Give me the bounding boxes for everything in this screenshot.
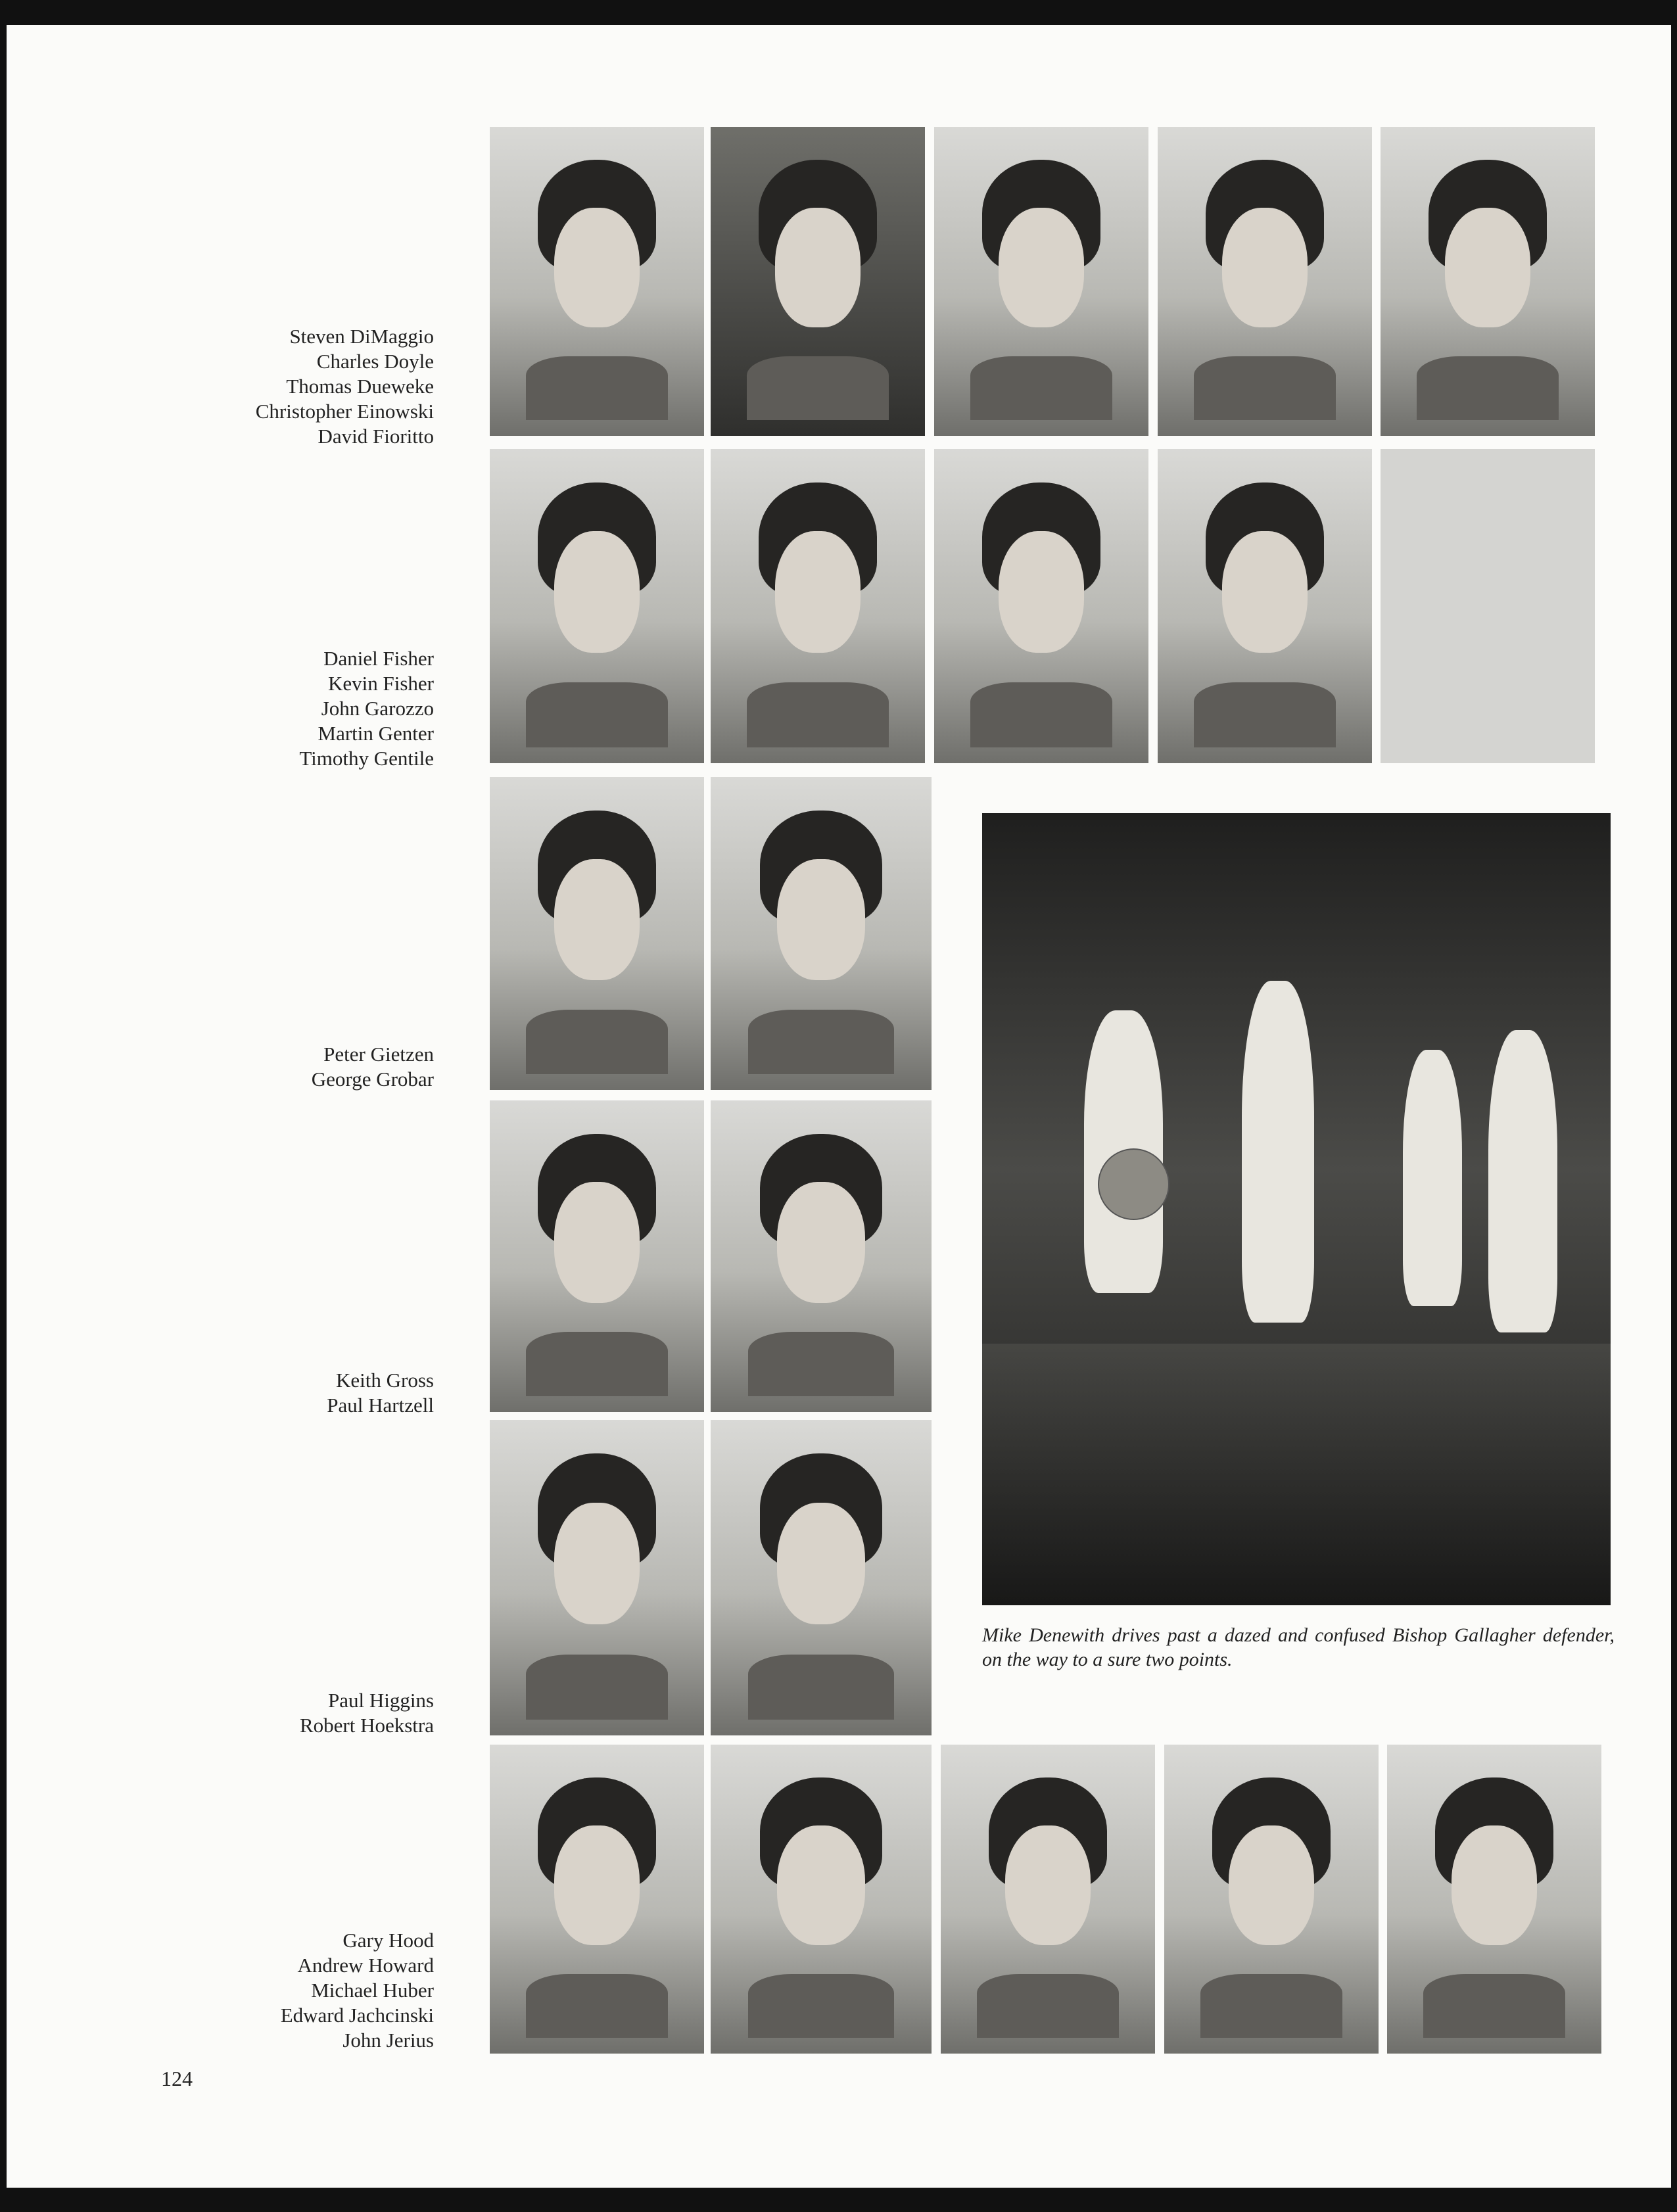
photo-caption: Mike Denewith drives past a dazed and confused Bishop Gallagher defender, on the way to a sure two points. <box>982 1624 1615 1670</box>
student-portrait <box>490 1420 704 1735</box>
student-portrait <box>711 777 932 1090</box>
student-name: Martin Genter <box>318 722 434 745</box>
student-name: Thomas Dueweke <box>286 375 434 398</box>
name-list-row-3 <box>312 1042 434 1092</box>
student-portrait <box>1164 1745 1379 2054</box>
student-name: Robert Hoekstra <box>299 1714 434 1737</box>
student-portrait <box>490 1745 704 2054</box>
student-portrait <box>490 127 704 436</box>
student-name: John Garozzo <box>321 697 434 720</box>
student-name: Peter Gietzen <box>323 1043 434 1066</box>
basketball-player-figure <box>1403 1050 1462 1306</box>
student-name: Gary Hood <box>342 1929 434 1952</box>
yearbook-page <box>7 25 1671 2188</box>
name-list-row-5 <box>300 1688 434 1738</box>
student-portrait <box>934 127 1148 436</box>
basketball <box>1098 1148 1169 1220</box>
student-name: Christopher Einowski <box>255 400 434 423</box>
student-name: John Jerius <box>342 2029 434 2052</box>
empty-portrait-box <box>1381 449 1595 763</box>
student-name: Keith Gross <box>336 1369 434 1392</box>
student-portrait <box>941 1745 1155 2054</box>
student-name: Timothy Gentile <box>299 747 434 770</box>
student-name: Michael Huber <box>311 1979 434 2002</box>
student-portrait <box>490 449 704 763</box>
basketball-game-photo <box>982 813 1611 1605</box>
student-name: Paul Hartzell <box>327 1394 434 1417</box>
student-name: George Grobar <box>311 1068 434 1091</box>
basketball-player-figure <box>1488 1030 1557 1332</box>
page-number: 124 <box>161 2067 193 2090</box>
student-portrait <box>711 1100 932 1412</box>
student-name: Daniel Fisher <box>323 647 434 670</box>
student-name: Steven DiMaggio <box>289 325 434 348</box>
student-name: Charles Doyle <box>316 350 434 373</box>
student-portrait <box>490 1100 704 1412</box>
student-name: Andrew Howard <box>297 1954 434 1977</box>
student-portrait <box>711 449 925 763</box>
student-portrait <box>490 777 704 1090</box>
student-name: Edward Jachcinski <box>280 2004 434 2027</box>
name-list-row-1 <box>256 324 434 449</box>
student-portrait <box>1158 127 1372 436</box>
name-list-row-2 <box>299 646 434 771</box>
student-portrait <box>1158 449 1372 763</box>
name-list-row-6 <box>281 1928 434 2053</box>
student-name: Kevin Fisher <box>327 672 434 695</box>
name-list-row-4 <box>327 1368 434 1418</box>
student-portrait <box>1387 1745 1601 2054</box>
student-portrait <box>1381 127 1595 436</box>
student-portrait <box>711 1420 932 1735</box>
student-portrait <box>711 1745 932 2054</box>
basketball-player-figure <box>1242 981 1314 1323</box>
student-name: Paul Higgins <box>327 1689 434 1712</box>
gym-floor-reflection <box>982 1344 1611 1605</box>
student-portrait <box>934 449 1148 763</box>
student-name: David Fioritto <box>318 425 434 448</box>
student-portrait <box>711 127 925 436</box>
